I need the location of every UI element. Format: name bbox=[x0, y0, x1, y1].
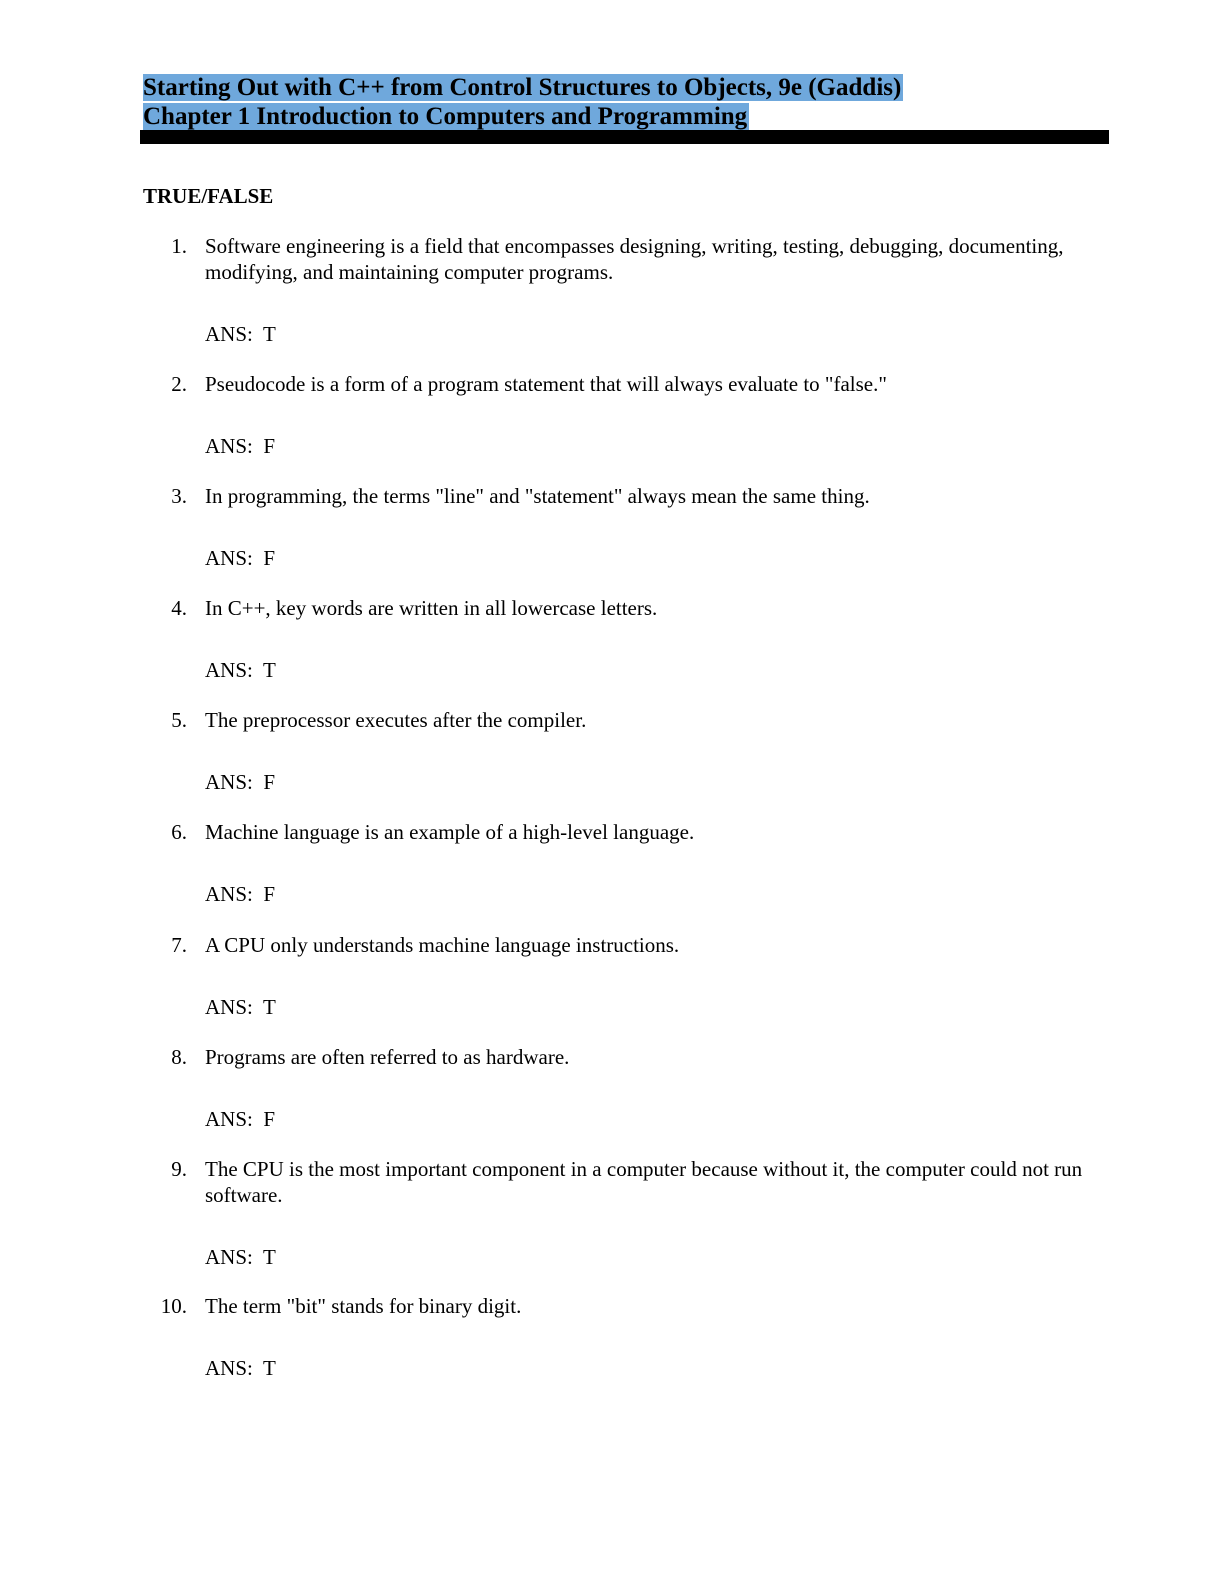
answer-line bbox=[205, 769, 275, 795]
book-title-text: Starting Out with C++ from Control Structures to Objects, 9e (Gaddis) bbox=[143, 74, 902, 101]
question-text: Machine language is an example of a high-level language. bbox=[205, 820, 695, 844]
answer-value: T bbox=[262, 995, 276, 1019]
answer-line bbox=[205, 321, 276, 347]
answer-line bbox=[205, 1244, 276, 1270]
answer-value: T bbox=[262, 1356, 276, 1380]
question-number: 8. bbox=[171, 1045, 187, 1069]
book-title bbox=[143, 73, 903, 102]
question-number: 10. bbox=[160, 1294, 187, 1318]
question-text: In programming, the terms "line" and "statement" always mean the same thing. bbox=[205, 484, 870, 508]
answer-value: T bbox=[262, 322, 276, 346]
answer-line bbox=[205, 994, 276, 1020]
question-text: Pseudocode is a form of a program statement that will always evaluate to "false." bbox=[205, 372, 887, 396]
answer-value: F bbox=[263, 770, 276, 794]
chapter-title-text: Chapter 1 Introduction to Computers and Programming bbox=[143, 103, 748, 130]
question-text: A CPU only understands machine language instructions. bbox=[205, 933, 680, 957]
answer-label: ANS: bbox=[205, 322, 263, 346]
question-text: In C++, key words are written in all lowercase letters. bbox=[205, 596, 658, 620]
question-text: The CPU is the most important component in a computer because without it, the computer could not run software. bbox=[205, 1157, 1083, 1207]
question-text: The term "bit" stands for binary digit. bbox=[205, 1294, 522, 1318]
question-number: 3. bbox=[171, 484, 187, 508]
answer-line bbox=[205, 545, 275, 571]
question-number: 9. bbox=[171, 1157, 187, 1181]
answer-value: F bbox=[263, 546, 276, 570]
question-number: 1. bbox=[171, 234, 187, 258]
section-heading: TRUE/FALSE bbox=[143, 184, 274, 208]
question-number: 5. bbox=[171, 708, 187, 732]
question-text: Programs are often referred to as hardware. bbox=[205, 1045, 570, 1069]
answer-label: ANS: bbox=[205, 1245, 263, 1269]
answer-line bbox=[205, 1355, 276, 1381]
answer-label: ANS: bbox=[205, 995, 263, 1019]
answer-label: ANS: bbox=[205, 770, 264, 794]
answer-line bbox=[205, 433, 275, 459]
answer-label: ANS: bbox=[205, 658, 263, 682]
answer-value: T bbox=[262, 658, 276, 682]
question-number: 6. bbox=[171, 820, 187, 844]
answer-value: T bbox=[262, 1245, 276, 1269]
document-header bbox=[143, 73, 903, 131]
answer-label: ANS: bbox=[205, 1107, 264, 1131]
answer-line bbox=[205, 881, 275, 907]
answer-line bbox=[205, 1106, 275, 1132]
answer-label: ANS: bbox=[205, 882, 264, 906]
question-number: 7. bbox=[171, 933, 187, 957]
answer-value: F bbox=[263, 434, 276, 458]
answer-label: ANS: bbox=[205, 546, 264, 570]
question-text: The preprocessor executes after the compiler. bbox=[205, 708, 587, 732]
answer-label: ANS: bbox=[205, 1356, 263, 1380]
question-text: Software engineering is a field that encompasses designing, writing, testing, debugging, documenting, modifying, and maintaining computer programs. bbox=[205, 234, 1064, 284]
question-number: 2. bbox=[171, 372, 187, 396]
chapter-title bbox=[143, 102, 903, 131]
answer-label: ANS: bbox=[205, 434, 264, 458]
header-rule bbox=[140, 130, 1109, 144]
answer-value: F bbox=[263, 1107, 276, 1131]
question-number: 4. bbox=[171, 596, 187, 620]
answer-line bbox=[205, 657, 276, 683]
answer-value: F bbox=[263, 882, 276, 906]
